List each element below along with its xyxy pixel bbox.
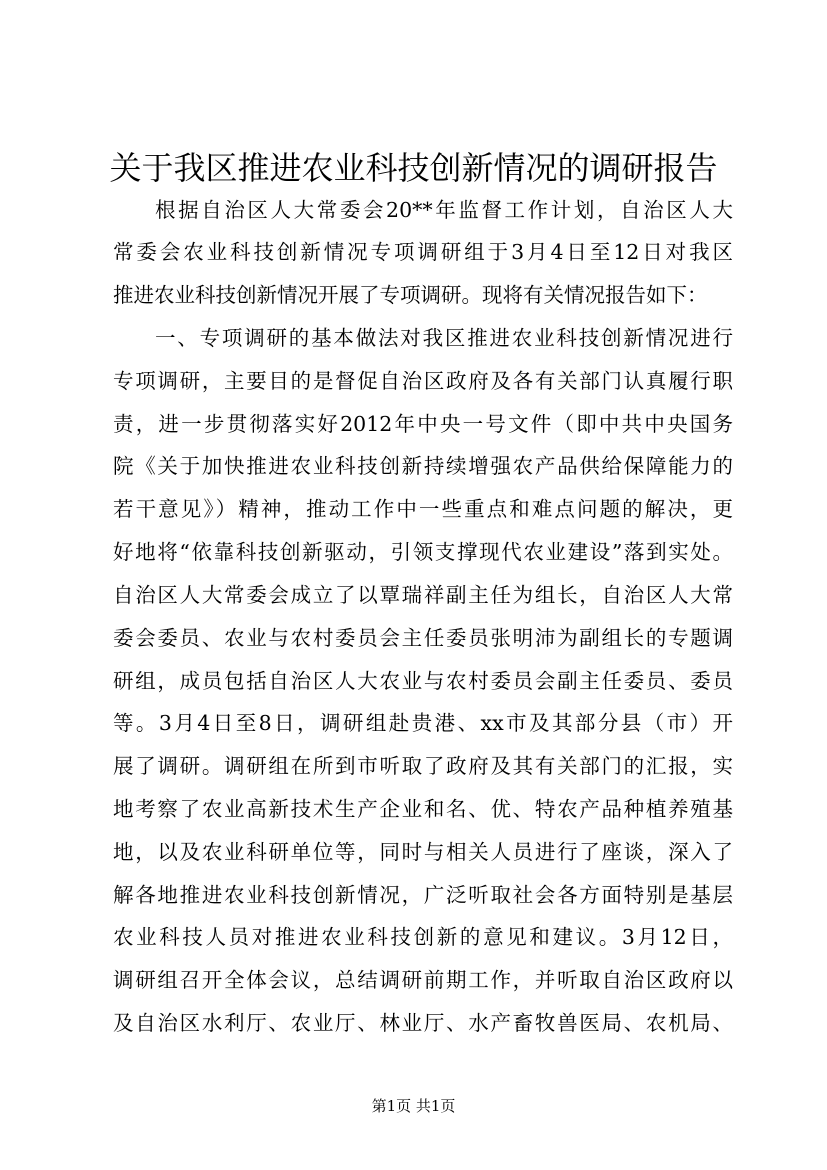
paragraph-line: 常委会农业科技创新情况专项调研组于3月4日至12日对我区 [113,240,733,264]
paragraph-line: 研组，成员包括自治区人大农业与农村委员会副主任委员、委员 [113,669,733,693]
paragraph-line: 院《关于加快推进农业科技创新持续增强农产品供给保障能力的 [113,454,733,478]
document-title: 关于我区推进农业科技创新情况的调研报告 [109,149,718,187]
paragraph-line: 一、专项调研的基本做法对我区推进农业科技创新情况进行 [155,326,733,350]
paragraph-line: 等。3月4日至8日，调研组赴贵港、xx市及其部分县（市）开 [113,711,733,735]
paragraph-line: 好地将“依靠科技创新驱动，引领支撑现代农业建设”落到实处。 [113,540,733,564]
paragraph-line: 若干意见》）精神，推动工作中一些重点和难点问题的解决，更 [113,497,733,521]
paragraph-line: 解各地推进农业科技创新情况，广泛听取社会各方面特别是基层 [113,883,733,907]
paragraph-line: 责，进一步贯彻落实好2012年中央一号文件（即中共中央国务 [113,412,733,436]
paragraph-line: 委会委员、农业与农村委员会主任委员张明沛为副组长的专题调 [113,626,733,650]
paragraph-line: 地，以及农业科研单位等，同时与相关人员进行了座谈，深入了 [113,840,733,864]
paragraph-line: 专项调研，主要目的是督促自治区政府及各有关部门认真履行职 [113,369,733,393]
paragraph-line: 调研组召开全体会议，总结调研前期工作，并听取自治区政府以 [113,968,733,992]
page-number-footer: 第1页 共1页 [371,1097,456,1115]
paragraph-line: 展了调研。调研组在所到市听取了政府及其有关部门的汇报，实 [113,754,733,778]
paragraph-line: 自治区人大常委会成立了以覃瑞祥副主任为组长，自治区人大常 [113,583,733,607]
paragraph-line: 根据自治区人大常委会20**年监督工作计划，自治区人大 [155,198,733,222]
paragraph-line: 地考察了农业高新技术生产企业和名、优、特农产品种植养殖基 [113,797,733,821]
paragraph-line: 及自治区水利厅、农业厅、林业厅、水产畜牧兽医局、农机局、 [113,1011,733,1035]
paragraph-line: 农业科技人员对推进农业科技创新的意见和建议。3月12日， [113,925,733,949]
paragraph-line: 推进农业科技创新情况开展了专项调研。现将有关情况报告如下： [113,283,708,307]
